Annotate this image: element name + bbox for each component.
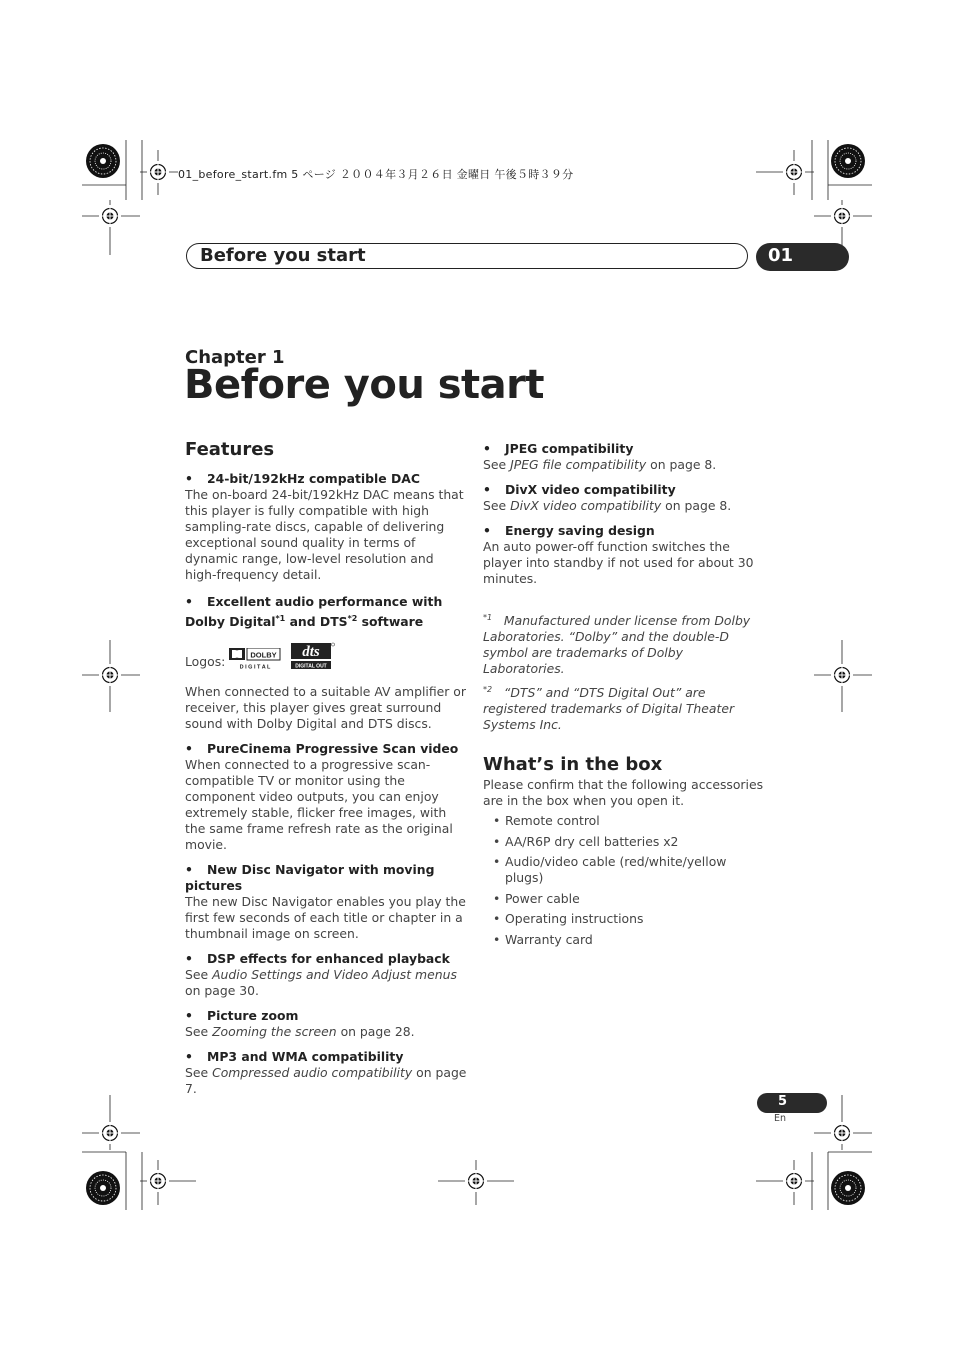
cross-reference: Zooming the screen xyxy=(212,1024,337,1039)
dolby-logo-subtext: D I G I T A L xyxy=(239,664,271,670)
feature-body: See Zooming the screen on page 28. xyxy=(185,1024,415,1039)
box-item-bullet: • xyxy=(493,931,501,947)
box-item-label: Operating instructions xyxy=(505,911,644,926)
box-item-bullet: • xyxy=(493,911,501,926)
header-chapter-badge xyxy=(756,243,849,271)
cross-reference: JPEG file compatibility xyxy=(510,457,647,472)
feature-title: • DivX video compatibility xyxy=(483,482,676,497)
feature-title: • DSP effects for enhanced playback xyxy=(185,951,450,966)
box-item xyxy=(483,854,768,886)
feature-purecinema xyxy=(185,741,467,853)
feature-title: • JPEG compatibility xyxy=(483,441,634,456)
feature-title: • Excellent audio performance with Dolby Digital$^{*1}$ and DTS$^{*2}$ software xyxy=(185,594,443,629)
page-number-badge xyxy=(757,1093,827,1113)
feature-body: When connected to a progressive scan-compatible TV or monitor using the component video outputs, you can enjoy extremely stable, flicker free images, with the same frame refresh rate as the original movie. xyxy=(185,757,453,852)
feature-body: When connected to a suitable AV amplifier or receiver, this player gives great surround sound with Dolby Digital and DTS discs. xyxy=(185,684,466,731)
box-item-bullet: • xyxy=(493,890,501,906)
feature-body: The new Disc Navigator enables you play the first few seconds of each title or chapter in a thumbnail image on screen. xyxy=(185,894,466,941)
footnote-mark: *1 xyxy=(483,612,493,622)
feature-title: • MP3 and WMA compatibility xyxy=(185,1049,404,1064)
footnote-mark: *2 xyxy=(483,684,493,694)
feature-zoom xyxy=(185,1008,467,1040)
feature-energy xyxy=(483,523,768,587)
file-info: 01_before_start.fm 5 ページ ２００４年３月２６日 金曜日 午後５時３９分 xyxy=(178,168,574,181)
box-item xyxy=(483,911,768,927)
feature-body: See DivX video compatibility on page 8. xyxy=(483,498,732,513)
box-heading: What’s in the box xyxy=(483,754,663,775)
header-chapter-number: 01 xyxy=(768,245,794,266)
feature-title: • 24-bit/192kHz compatible DAC xyxy=(185,471,420,486)
feature-mp3 xyxy=(185,1049,467,1097)
page-title: Before you start xyxy=(184,362,545,408)
box-item-label: Power cable xyxy=(505,890,580,906)
feature-audio xyxy=(185,592,467,732)
feature-title: • PureCinema Progressive Scan video xyxy=(185,741,459,756)
left-column xyxy=(185,438,467,1097)
feature-body: See Audio Settings and Video Adjust menus on page 30. xyxy=(185,967,457,998)
feature-title: • Picture zoom xyxy=(185,1008,299,1023)
cross-reference: Audio Settings and Video Adjust menus xyxy=(212,967,457,982)
feature-jpeg xyxy=(483,441,768,473)
feature-body: See Compressed audio compatibility on page 7. xyxy=(185,1065,467,1096)
box-item-bullet: • xyxy=(493,854,501,869)
dts-logo-text: dts xyxy=(302,644,320,660)
feature-dsp xyxy=(185,951,467,999)
right-column xyxy=(483,438,768,952)
features-heading: Features xyxy=(185,439,275,460)
feature-body: The on-board 24-bit/192kHz DAC means that this player is fully compatible with high sampling-rate discs, capable of delivering exceptional sound quality in terms of dynamic range, low-level resolution and high-frequency detail. xyxy=(185,487,464,582)
footnote-2: $^{*2}$ “DTS” and “DTS Digital Out” are registered trademarks of Digital Theater Systems Inc. xyxy=(483,684,735,732)
feature-title: • Energy saving design xyxy=(483,523,655,538)
box-item xyxy=(483,891,768,907)
box-item xyxy=(483,834,768,850)
feature-title: • New Disc Navigator with moving pictures xyxy=(185,862,435,893)
dolby-logo-text: DOLBY xyxy=(250,650,277,660)
box-item-bullet: • xyxy=(493,813,501,828)
footnote-1: $^{*1}$ Manufactured under license from Dolby Laboratories. “Dolby” and the double-D symbol are trademarks of Dolby Laboratories. xyxy=(483,612,751,676)
dolby-digital-logo xyxy=(229,648,281,670)
box-contents-list xyxy=(483,813,768,948)
feature-dac xyxy=(185,471,467,583)
page-number: 5 xyxy=(778,1094,788,1109)
header-title: Before you start xyxy=(200,245,366,266)
chapter-label: Chapter 1 xyxy=(185,347,285,368)
logos-label: Logos: xyxy=(185,654,226,669)
box-intro: Please confirm that the following accessories are in the box when you open it. xyxy=(483,777,764,808)
dts-digital-out-logo xyxy=(289,642,335,670)
dts-logo-subtext: DIGITAL OUT xyxy=(295,663,327,670)
box-item-label: Audio/video cable (red/white/yellow plugs) xyxy=(505,854,727,885)
box-item-bullet: • xyxy=(493,833,501,849)
box-item xyxy=(483,813,768,829)
box-item xyxy=(483,932,768,948)
box-item-label: Remote control xyxy=(505,813,600,828)
feature-navigator xyxy=(185,862,467,942)
cross-reference: DivX video compatibility xyxy=(510,498,662,513)
box-item-label: Warranty card xyxy=(505,931,593,947)
page-language: En xyxy=(774,1113,787,1124)
feature-divx xyxy=(483,482,768,514)
box-item-label: AA/R6P dry cell batteries x2 xyxy=(505,833,679,849)
cross-reference: Compressed audio compatibility xyxy=(212,1065,413,1080)
feature-body: An auto power-off function switches the player into standby if not used for about 30 minutes. xyxy=(483,539,754,586)
feature-body: See JPEG file compatibility on page 8. xyxy=(483,457,717,472)
logos-row xyxy=(185,642,467,674)
